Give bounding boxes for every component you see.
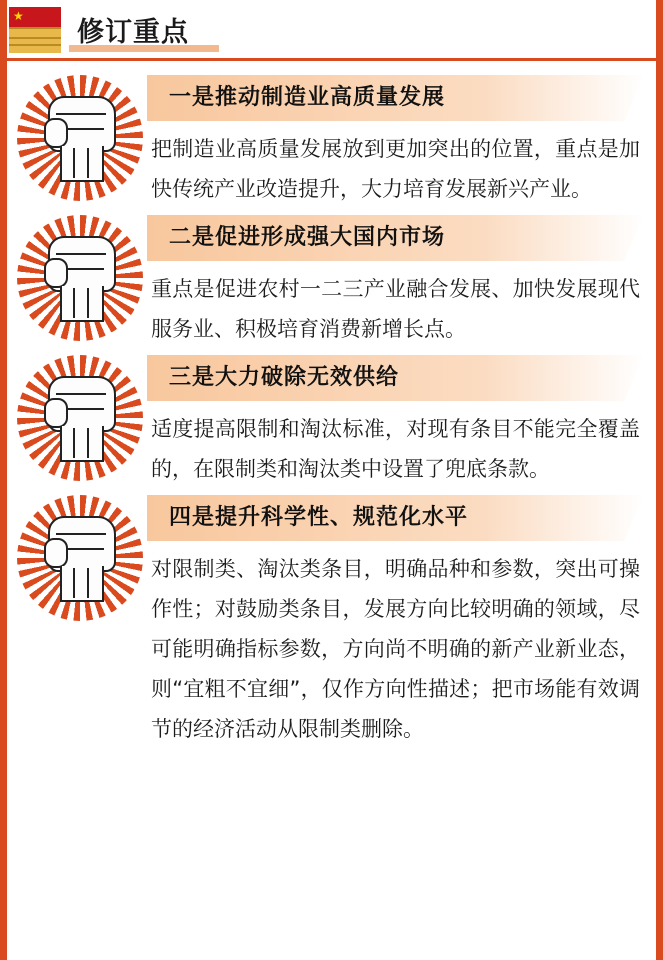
section-title: 一是推动制造业高质量发展 — [169, 85, 446, 110]
raised-fist-icon — [17, 495, 143, 621]
section-title-banner — [147, 75, 644, 123]
section-item — [7, 495, 656, 749]
section-title-banner — [147, 495, 644, 543]
raised-fist-icon — [17, 75, 143, 201]
page-title: 修订重点 — [77, 16, 189, 48]
flag-shape — [9, 7, 61, 29]
fist-shape — [44, 236, 116, 320]
raised-fist-icon — [17, 355, 143, 481]
section-text: 适度提高限制和淘汰标准，对现有条目不能完全覆盖的，在限制类和淘汰类中设置了兜底条款。 — [151, 417, 640, 481]
book-shape — [9, 27, 61, 53]
fist-shape — [44, 376, 116, 460]
raised-fist-icon — [17, 215, 143, 341]
section-title-banner — [147, 215, 644, 263]
section-body — [147, 355, 644, 489]
section-title: 二是促进形成强大国内市场 — [169, 225, 446, 250]
section-text: 把制造业高质量发展放到更加突出的位置，重点是加快传统产业改造提升，大力培育发展新兴产业。 — [151, 137, 640, 201]
section-body — [147, 215, 644, 349]
section-item — [7, 355, 656, 489]
chinese-flag-book-icon — [9, 5, 63, 53]
sections-container — [7, 61, 656, 749]
section-text: 重点是促进农村一二三产业融合发展、加快发展现代服务业、积极培育消费新增长点。 — [151, 277, 640, 341]
fist-shape — [44, 516, 116, 600]
section-item — [7, 215, 656, 349]
section-item — [7, 75, 656, 209]
page-header — [7, 0, 656, 61]
section-body — [147, 495, 644, 749]
section-title: 三是大力破除无效供给 — [169, 365, 400, 390]
section-title: 四是提升科学性、规范化水平 — [169, 505, 469, 530]
fist-shape — [44, 96, 116, 180]
section-title-banner — [147, 355, 644, 403]
section-body — [147, 75, 644, 209]
section-text: 对限制类、淘汰类条目，明确品种和参数，突出可操作性；对鼓励类条目，发展方向比较明确的领域，尽可能明确指标参数，方向尚不明确的新产业新业态，则“宜粗不宜细”，仅作方向性描述；把市场能有效调节的经济活动从限制类删除。 — [151, 557, 640, 741]
